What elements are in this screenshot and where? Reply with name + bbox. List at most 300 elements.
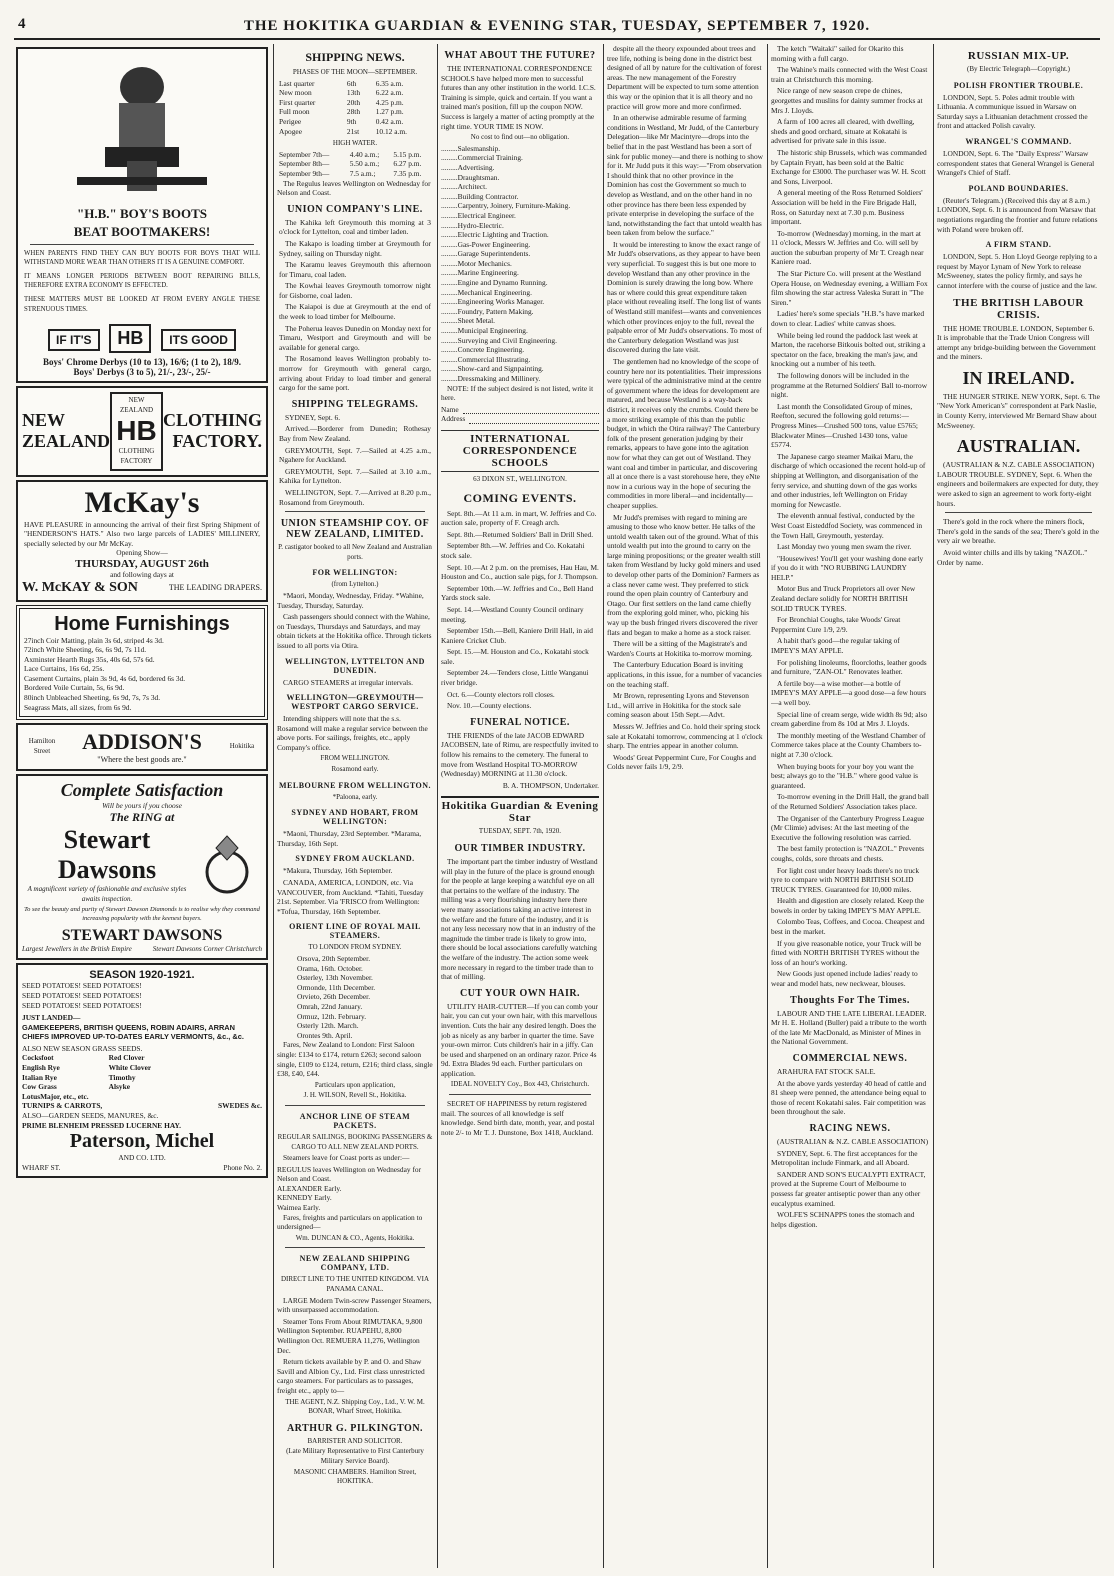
wgw-body: Intending shippers will note that the s.s. Rosamond will make a regular service between the above ports. For sailings, freights, etc., apply Company's office. bbox=[277, 714, 428, 752]
union-body bbox=[279, 218, 431, 393]
nzs-heading: NEW ZEALAND SHIPPING COMPANY, LTD. bbox=[299, 1254, 411, 1273]
moon-row: Perigee 9th 0.42 a.m. bbox=[279, 116, 404, 126]
addison-tagline: "Where the best goods are." bbox=[97, 755, 187, 765]
season-lines bbox=[22, 981, 262, 1010]
news-item: The eleventh annual festival, conducted by the West Coast Eisteddfod Society, was commenced in the Town Hall, Greymouth, yesterday. bbox=[771, 511, 923, 540]
coming-event: Sept. 15.—M. Houston and Co., Kokatahi stock sale. bbox=[441, 647, 589, 666]
news-item: To-morrow evening in the Drill Hall, the grand ball of the Returned Soldiers' Association takes place. bbox=[771, 792, 929, 811]
boots-ad bbox=[16, 47, 268, 383]
article-paragraph: Woods' Great Peppermint Cure, For Coughs and Colds never fails 1/9, 2/9. bbox=[607, 752, 756, 772]
news-item: Nice range of new season crepe de chines, georgettes and muslins for dainty summer frocks at Mrs J. Lloyds. bbox=[771, 86, 923, 115]
column-7 bbox=[937, 44, 1100, 1568]
season-title: SEASON 1920-1921. bbox=[89, 969, 195, 982]
article-paragraph: The Canterbury Education Board is inviting applications, in this issue, for a number of vacancies on the teaching staff. bbox=[607, 660, 762, 689]
regulus-note: The Regulus leaves Wellington on Wednesday for Nelson and Coast. bbox=[277, 178, 431, 198]
turnips: TURNIPS & CARROTS, bbox=[22, 1101, 103, 1111]
addison-ad bbox=[16, 723, 268, 771]
anchor-ships bbox=[277, 1165, 433, 1213]
news-item: Colombo Teas, Coffees, and Cocoa. Cheapest and best in the market. bbox=[771, 917, 925, 937]
coming-event: September 24.—Tenders close, Little Wanganui river bridge. bbox=[441, 668, 589, 688]
shipping-news-heading: SHIPPING NEWS. bbox=[305, 50, 405, 64]
canada-body: CANADA, AMERICA, LONDON, etc. Via VANCOUVER, from Auckland. *Tahiti, Tuesday 21st. September. Via 'FRISCO from Wellington: *Tofua, Thursday, 16th September. bbox=[277, 878, 424, 916]
orient-sailing: Orvieto, 26th December. bbox=[297, 992, 371, 1002]
anchor-agent: Wm. DUNCAN & CO., Agents, Hokitika. bbox=[295, 1233, 415, 1242]
news-item: While being led round the paddock last week at Marton, the racehorse Bitkouis bolted out, striking a spectator on the face, breaking the man's jaw, and knocking out a number of his teeth. bbox=[771, 330, 926, 369]
orient-sailing: Ormuz, 12th. February. bbox=[297, 1011, 367, 1021]
ics-course: .........Electrical Engineer. bbox=[441, 210, 516, 220]
nzs-ships: Steamer Tons From About RIMUTAKA, 9,800 Wellington September. RUAPEHU, 8,800 Wellington Oct. REMUERA 11,276, Wellington Dec. bbox=[277, 1316, 423, 1355]
commercial-body: At the above yards yesterday 40 head of cattle and 81 sheep were penned, the attendance being equal to those of recent Kokatahi sales. Fair competition was been throughout the sale. bbox=[771, 1078, 927, 1117]
news-item: To-morrow (Wednesday) morning, in the mart at 11 o'clock, Messrs W. Jeffries and Co. will sell by auction the suburban property of Mr T. Creagh near Kaniere road. bbox=[771, 228, 924, 267]
home-item: Lace Curtains, 16s 6d, 25s. bbox=[24, 664, 105, 674]
ics-course: .........Draughtsman. bbox=[441, 172, 500, 182]
ics-course: .........Salesmanship. bbox=[441, 143, 501, 153]
mckay-open: Opening Show— bbox=[116, 548, 168, 558]
from-lyttelton: (from Lyttelton.) bbox=[331, 580, 379, 589]
shipping-telegrams-heading: SHIPPING TELEGRAMS. bbox=[291, 398, 419, 410]
commercial-sub: ARAHURA FAT STOCK SALE. bbox=[777, 1067, 876, 1076]
ics-course: .........Electric Lighting and Traction. bbox=[441, 230, 549, 240]
mckay-ad bbox=[16, 480, 268, 602]
uss-sub: P. castigator booked to all New Zealand and Australian ports. bbox=[278, 543, 432, 561]
gold-verse: There's gold in the rock where the miners flock, There's gold in the sands of the sea; There's gold in the very air we breathe. bbox=[937, 517, 1100, 546]
orient-sailing: Orama, 16th. October. bbox=[297, 963, 363, 973]
pilkington-sub: BARRISTER AND SOLICITOR. bbox=[307, 1436, 403, 1445]
season-line: SEED POTATOES! SEED POTATOES! bbox=[22, 991, 142, 1000]
ics-course: .........Concrete Engineering. bbox=[441, 345, 525, 355]
telegram-paragraph: GREYMOUTH, Sept. 7.—Sailed at 3.10 a.m., Kahika for Lyttelton. bbox=[279, 466, 431, 486]
ics-course: .........Municipal Engineering. bbox=[441, 326, 528, 336]
ireland-heading: IN IRELAND. bbox=[962, 367, 1075, 388]
addison-name: ADDISON'S bbox=[82, 729, 202, 755]
nz-factory: FACTORY. bbox=[172, 431, 262, 452]
pilkington-heading: ARTHUR G. PILKINGTON. bbox=[286, 1422, 424, 1434]
column-4 bbox=[607, 44, 763, 1568]
future-heading: WHAT ABOUT THE FUTURE? bbox=[444, 50, 596, 61]
polish-body: LONDON, Sept. 5. Poles admit trouble with Lithuania. A communique issued in Warsaw on Saturday says a Lithuanian detachment crossed the front and attacked Polish cavalry. bbox=[937, 92, 1088, 131]
orient-sailing: Osterly 12th. March. bbox=[297, 1021, 359, 1031]
news-item: The historic ship Brussels, which was commanded by Captain Fryatt, has been sold at the Baltic Exchange for £3000. The purchaser was W. H. Scott and Sons, Liverpool. bbox=[771, 147, 927, 186]
boots-body-2: IT MEANS LONGER PERIODS BETWEEN BOOT REPAIRING BILLS, THEREFORE EXTRA ECONOMY IS EFFECTED. bbox=[24, 272, 260, 290]
orient-sailing: Ormonde, 11th December. bbox=[297, 982, 376, 992]
ics-course: .........Commercial Illustrating. bbox=[441, 354, 531, 364]
seed-item: English Rye bbox=[22, 1062, 60, 1072]
news-item: Special line of cream serge, wide width 8s 9d; also cream gaberdine from 8s 10d at Mrs J. Lloyds. bbox=[771, 709, 928, 729]
boots-subtitle: BEAT BOOTMAKERS! bbox=[73, 223, 211, 239]
ics-course: .........Sheet Metal. bbox=[441, 316, 495, 326]
if-its-label: IF IT'S bbox=[48, 329, 100, 351]
name-field[interactable] bbox=[463, 405, 599, 415]
ics-course: .........Mechanical Engineering. bbox=[441, 287, 532, 297]
lucerne-hay: PRIME BLENHEIM PRESSED LUCERNE HAY. bbox=[22, 1120, 181, 1130]
ics-note: NOTE: If the subject desired is not listed, write it here. bbox=[441, 383, 594, 403]
column-2-shipping bbox=[277, 44, 433, 1568]
home-item: 72inch White Sheeting, 6s, 6s 9d, 7s 11d. bbox=[24, 645, 147, 655]
moon-phases-table bbox=[277, 79, 433, 137]
russian-sub: (By Electric Telegraph—Copyright.) bbox=[967, 65, 1070, 73]
ics-course: .........Dressmaking and Millinery. bbox=[441, 374, 541, 383]
anchor-ship: Waimea Early. bbox=[277, 1203, 321, 1213]
masthead-title: THE HOKITIKA GUARDIAN & EVENING STAR, TUESDAY, SEPTEMBER 7, 1920. bbox=[243, 17, 871, 34]
phone-number: Phone No. 2. bbox=[223, 1162, 262, 1172]
wld-heading: WELLINGTON, LYTTELTON AND DUNEDIN. bbox=[285, 656, 425, 675]
column-4-body bbox=[607, 44, 763, 772]
article-paragraph: The gentlemen had no knowledge of the scope of country here nor its potentialities. Their impressions were typical of the administrative mind at the centre of government where the ideas for development are matured, and because Westland is a way-back district, it receives only the crumbs. Could there be a more striking example of this than the public budget, in which the Otira railway? The Canterbury folk of the present generation judging by their remarks, appears to have gone into the agitation now for what they can get out of Westland. They want coal and timber in particular, and discovering all at once there is a vast storehouse here, they eNte now in a curious way in the hope of securing the commodities in more liberal—and incidentally—cheaper supplies. bbox=[607, 357, 762, 510]
wolfe-ad: WOLFE'S SCHNAPPS tones the stomach and helps digestion. bbox=[771, 1210, 915, 1229]
seed-item: Cocksfoot bbox=[22, 1053, 54, 1063]
sydney-auckland-heading: SYDNEY FROM AUCKLAND. bbox=[295, 854, 415, 864]
paloona: *Paloona, early. bbox=[332, 792, 378, 801]
mckay-body: HAVE PLEASURE in announcing the arrival of their first Spring Shipment of "HENDERSON'S HATS." Also two large parcels of LADIES' MILLINERY, specially selected by our Mr McKay. bbox=[24, 519, 260, 548]
wld-body: CARGO STEAMERS at irregular intervals. bbox=[283, 677, 413, 687]
wrangel-heading: WRANGEL'S COMMAND. bbox=[965, 136, 1072, 146]
orient-heading: ORIENT LINE OF ROYAL MAIL STEAMERS. bbox=[289, 922, 421, 941]
article-paragraph: In an otherwise admirable resume of farming conditions in Westland, Mr Judd, of the Canterbury Delegation—like Mr Macintyre—drops into the belief that in the past Westland has been a sort of sink for public money—and there is nothing to show for it. Mr Judd puts it this way:—"From observation I should think that no other province in the Dominion has cost the Government so much to develop as Westland, and on the other hand in no other province has there been less expended by private enterprise in developing the surface of the land, notwithstanding the fact that untold wealth has been taken from below the surface." bbox=[607, 113, 763, 238]
wrangel-body: LONDON, Sept. 6. The "Daily Express" Warsaw correspondent states that General Wrangel is General Wrangel's Chief of Staff. bbox=[937, 148, 1095, 178]
season-line: SEED POTATOES! SEED POTATOES! bbox=[22, 1000, 142, 1010]
news-item: New Goods just opened include ladies' ready to wear and model hats, new neckwear, blouses. bbox=[771, 969, 918, 989]
mckay-drapers: THE LEADING DRAPERS. bbox=[168, 582, 262, 592]
nzs-agent: THE AGENT, N.Z. Shipping Coy., Ltd., V. W. M. BONAR, Wharf Street, Hokitika. bbox=[285, 1397, 425, 1416]
article-paragraph: Mr Brown, representing Lyons and Stevenson Ltd., will arrive in Hokitika for the stock sale coming season about 15th Sept.—Advt. bbox=[607, 691, 749, 720]
largest-jewellers: Largest Jewellers in the British Empire bbox=[22, 944, 132, 953]
column-3 bbox=[441, 44, 599, 1568]
article-paragraph: despite all the theory expounded about trees and tree life, nothing is being done in the district best designed of all by nature for the cultivation of forest areas. The new management of the Forestry Department will be expected to turn some attention this way or the opinion that it is all theory and no practice will grow more and more confirmed. bbox=[607, 44, 762, 111]
anchor-heading: ANCHOR LINE OF STEAM PACKETS. bbox=[299, 1111, 411, 1130]
seed-item: Italian Rye bbox=[22, 1072, 57, 1082]
hb-logo: HB bbox=[109, 324, 151, 353]
ics-course: .........Architect. bbox=[441, 182, 487, 192]
high-water-heading: HIGH WATER. bbox=[332, 139, 378, 148]
sydney-hobart-body: *Maoni, Thursday, 23rd September. *Marama, Thursday, 16th Sept. bbox=[277, 829, 422, 848]
coming-event: Sept. 10.—At 2 p.m. on the premises, Hau Hau, M. Houston and Co., auction sale pigs, for J. Thompson. bbox=[441, 562, 599, 582]
nz-clothing: CLOTHING bbox=[162, 410, 262, 431]
news-item: When buying boots for your boy you want the best; always go to the "H.B." where good value is guaranteed. bbox=[771, 761, 919, 790]
coming-event: Nov. 10.—County elections. bbox=[447, 701, 532, 711]
addison-street: Hamilton Street bbox=[28, 737, 56, 756]
ics-course: .........Building Contractor. bbox=[441, 191, 519, 201]
stewart-corner: Stewart Dawsons Corner Christchurch bbox=[152, 944, 262, 953]
rosamond: Rosamond early. bbox=[331, 765, 379, 774]
news-item: The Japanese cargo steamer Maikai Maru, the discharge of which occasioned the recent hold-up of shipping at Wellington, and disorganisation of the ferry service, and shutting down of the gas works and other industries, left Wellington on Friday morning for Newcastle. bbox=[771, 451, 926, 509]
paterson-co: AND CO. LTD. bbox=[118, 1153, 166, 1163]
page-number: 4 bbox=[18, 16, 26, 32]
ireland-body: THE HUNGER STRIKE. NEW YORK, Sept. 6. The "New York American's" correspondent at Park Naslie, in County Kerry, interviewed Mr Bernard Shaw about McSweeney. bbox=[937, 391, 1100, 430]
swedes: SWEDES &c. bbox=[218, 1101, 262, 1111]
coming-event: September 8th.—W. Jeffries and Co. Kokatahi stock sale. bbox=[441, 541, 585, 560]
sydney-hobart-heading: SYDNEY AND HOBART, FROM WELLINGTON: bbox=[291, 808, 419, 827]
nz-banner: NEW ZEALAND bbox=[119, 396, 154, 414]
season-line: SEED POTATOES! SEED POTATOES! bbox=[22, 981, 142, 991]
home-item: 80inch Unbleached Sheeting, 6s 9d, 7s, 7s 3d. bbox=[24, 693, 161, 703]
ics-course: .........Show-card and Signpainting. bbox=[441, 364, 544, 374]
seed-item: White Clover bbox=[108, 1062, 152, 1072]
coming-event: Sept. 8th.—At 11 a.m. in mart, W. Jeffries and Co. auction sale, property of F. Creagh arch. bbox=[441, 508, 597, 528]
ics-course: .........Garage Superintendents. bbox=[441, 249, 531, 259]
orient-fares: Fares, New Zealand to London: First Saloon single: £134 to £174, return £263; second saloon single, £109 to £124, return, £216; third class, single £38, £40, £44. bbox=[277, 1040, 433, 1079]
news-item: The Wahine's mails connected with the West Coast train at Christchurch this morning. bbox=[771, 65, 928, 84]
funeral-heading: FUNERAL NOTICE. bbox=[470, 716, 570, 728]
thoughts-heading: Thoughts For The Times. bbox=[790, 994, 910, 1006]
tide-row: September 7th— 4.40 a.m.; 5.15 p.m. bbox=[279, 149, 422, 159]
nz-tag: CLOTHING FACTORY bbox=[118, 447, 155, 465]
news-item: "Housewives! You'll get your washing done early if you do it with "NO RUBBING LAUNDRY HELP." bbox=[771, 553, 924, 582]
orient-sailing: Omrah, 22nd January. bbox=[297, 1001, 363, 1011]
nzs-sub: DIRECT LINE TO THE UNITED KINGDOM. VIA PANAMA CANAL. bbox=[280, 1275, 430, 1294]
wgw-heading: WELLINGTON—GREYMOUTH—WESTPORT CARGO SERVICE. bbox=[286, 693, 424, 712]
comp-sub: Will be yours if you choose bbox=[102, 800, 182, 810]
for-wellington: FOR WELLINGTON: bbox=[312, 568, 398, 578]
anchor-fares: Fares, freights and particulars on application to undersigned— bbox=[277, 1212, 423, 1232]
funeral-body: THE FRIENDS of the late JACOB EDWARD JACOBSEN, late of Rimu, are respectfully invited to follow his remains to the cemetery. The funeral to move from Westland Hospital TO-MORROW (Wednesday) MORNING at 11.30 o'clock. bbox=[441, 730, 599, 779]
stewart-dawson-ad bbox=[16, 774, 268, 961]
anchor-ship: KENNEDY Early. bbox=[277, 1193, 332, 1203]
orient-sailing: Orsova, 20th September. bbox=[297, 954, 371, 963]
nzs-notes: Return tickets available by P. and O. and Shaw Savill and Albion Cy., Ltd. First class unrestricted cargo steamers. For particulars as to passages, freight etc., apply to— bbox=[277, 1357, 425, 1395]
orient-sailing: Osterley, 13th November. bbox=[297, 973, 373, 983]
address-field[interactable] bbox=[469, 414, 599, 424]
potato-varieties: GAMEKEEPERS, BRITISH QUEENS, ROBIN ADAIRS, ARRAN CHIEFS IMPROVED UP-TO-DATES EARLY VERMONTS, &c., &c. bbox=[22, 1022, 244, 1041]
telegram-paragraph: WELLINGTON, Sept. 7.—Arrived at 8.20 p.m., Rosamond from Greymouth. bbox=[279, 487, 431, 507]
coming-events-body bbox=[441, 509, 599, 711]
column-5-body bbox=[771, 44, 929, 1229]
coming-events-heading: COMING EVENTS. bbox=[463, 490, 577, 505]
news-item: For polishing linoleums, floorcloths, leather goods and furniture, "ZAN-OL" Renovates leather. bbox=[771, 657, 927, 677]
news-item: For Bronchial Coughs, take Woods' Great Peppermint Cure 1/9, 2/9. bbox=[771, 615, 901, 634]
ics-course: .........Motor Mechanics. bbox=[441, 258, 512, 268]
coming-event: September 10th.—W. Jeffries and Co., Bell Hand Yards stock sale. bbox=[441, 583, 594, 603]
boots-prices-2: Boys' Derbys (3 to 5), 21/-, 23/-, 25/- bbox=[73, 367, 211, 378]
tide-row: September 9th— 7.5 a.m.; 7.35 p.m. bbox=[279, 168, 422, 178]
home-furnishings-ad bbox=[16, 605, 268, 721]
wharf-street: WHARF ST. bbox=[22, 1162, 61, 1172]
poland-body: (Reuter's Telegram.) (Received this day at 8 a.m.) LONDON, Sept. 6. It is announced from Warsaw that negotiations regarding the frontier and future relations with Poland were broken off. bbox=[937, 195, 1098, 234]
telegram-paragraph: SYDNEY, Sept. 6. bbox=[285, 412, 341, 422]
tide-row: September 8th— 5.50 a.m.; 6.27 p.m. bbox=[279, 159, 422, 169]
nz-clothing-ad bbox=[16, 386, 268, 476]
news-item: If you give reasonable notice, your Truck will be fitted with NORTH BRITISH TYRES without the loss of an hour's working. bbox=[771, 938, 922, 967]
orient-agent: J. H. WILSON, Revell St., Hokitika. bbox=[303, 1091, 407, 1100]
ics-nocost: No cost to find out—no obligation. bbox=[470, 133, 570, 142]
column-1 bbox=[14, 44, 270, 1568]
news-item: The best family protection is "NAZOL." Prevents coughs, colds, sore throats and chests. bbox=[771, 844, 925, 863]
sydney-auckland-body: *Makura, Thursday, 16th September. bbox=[283, 866, 393, 876]
mckay-signature: W. McKAY & SON bbox=[22, 579, 138, 595]
ics-body: THE INTERNATIONAL CORRESPONDENCE SCHOOLS have helped more men to successful futures than any other institution in the world. I.C.S. Training is simple, quick and certain. If you want a trained man's position, fill up the coupon NOW. Success is largely a matter of acting promptly at the right time. YOUR TIME IS NOW. bbox=[441, 64, 596, 131]
boots-prices-1: Boys' Chrome Derbys (10 to 13), 16/6; (1 to 2), 18/9. bbox=[42, 357, 242, 368]
seed-item: LotusMajor, etc., etc. bbox=[22, 1091, 89, 1101]
mckay-following: and following days at bbox=[110, 569, 174, 579]
moon-row: First quarter 20th 4.25 p.m. bbox=[279, 97, 404, 107]
grass-seeds: ALSO NEW SEASON GRASS SEEDS. bbox=[22, 1043, 143, 1053]
ics-course: .........Gas-Power Engineering. bbox=[441, 239, 531, 249]
article-paragraph: It would be interesting to know the exact range of Mr Judd's observations, as they appear to have been very superficial. To suggest this is but one more to develop Westland than any other province in the Dominion is surely drawing the long bow. Where has or where could this great expenditure taken place without revealing itself. The long list of wants of Westland still manifest—wants and conveniences which other provinces enjoy to the full, reveal the palpable error of Mr Judd's observations. To most of the Canterbury delegation Westland was just discovered during the late visit. bbox=[607, 239, 762, 355]
coming-event: September 15th.—Bell, Kaniere Drill Hall, in aid Kaniere Cricket Club. bbox=[441, 626, 593, 645]
nz-new: NEW bbox=[22, 410, 66, 431]
news-item: The monthly meeting of the Westland Chamber of Commerce takes place at the County Chambers to-night at 7.30 o'clock. bbox=[771, 730, 926, 759]
moon-row: New moon 13th 6.22 a.m. bbox=[279, 88, 404, 98]
telegrams-body bbox=[279, 413, 431, 507]
boots-body-1: WHEN PARENTS FIND THEY CAN BUY BOOTS FOR BOYS THAT WILL WITHSTAND MORE WEAR THAN OTHERS IT IS A GENUINE COMFORT. bbox=[24, 249, 260, 267]
ics-course: .........Commercial Training. bbox=[441, 153, 523, 163]
news-item: A fertile boy—a wise mother—a bottle of IMPEY'S MAY APPLE—a good dose—a few hours—a well boy. bbox=[771, 678, 927, 707]
union-paragraph: The Kakapo is loading timber at Greymouth for Sydney, sailing on Thursday night. bbox=[279, 238, 431, 258]
ics-course: .........Advertising. bbox=[441, 162, 495, 172]
ics-course: .........Engine and Dynamo Running. bbox=[441, 278, 548, 288]
mckay-date: THURSDAY, AUGUST 26th bbox=[75, 557, 209, 570]
news-item: For light cost under heavy loads there's no truck tyre to compare with NORTH BRITISH SOLID TRUCK TYRES. Guaranteed for 10,000 miles. bbox=[771, 865, 920, 894]
ics-course-list bbox=[441, 144, 599, 384]
comp-ring: The RING at bbox=[109, 810, 175, 825]
russian-heading: RUSSIAN MIX-UP. bbox=[967, 50, 1070, 62]
union-paragraph: The Kaiapoi is due at Greymouth at the end of the week to load timber for Melbourne. bbox=[279, 302, 431, 322]
news-item: Health and digestion are closely related. Keep the bowels in order by taking IMPEY'S MAY APPLE. bbox=[771, 896, 924, 915]
nzs-body: LARGE Modern Twin-screw Passenger Steamers, with unsurpassed accommodation. bbox=[277, 1295, 432, 1315]
union-line-heading: UNION COMPANY'S LINE. bbox=[287, 203, 423, 215]
boots-title: "H.B." BOY'S BOOTS bbox=[76, 205, 208, 221]
news-item: A general meeting of the Ross Returned Soldiers' Association will be held in the Fire Brigade Hall, Ross, on Saturday next at 7.30 p.m. Business important. bbox=[771, 188, 923, 227]
garden-seeds: ALSO—GARDEN SEEDS, MANURES, &c. bbox=[22, 1110, 159, 1120]
anchor-sub: REGULAR SAILINGS, BOOKING PASSENGERS & CARGO TO ALL NEW ZEALAND PORTS. bbox=[277, 1132, 433, 1151]
funeral-signature: B. A. THOMPSON, Undertaker. bbox=[502, 780, 599, 790]
comp-note: To see the beauty and purity of Stewart Dawson Diamonds is to realise why they command increasing popularity with the keenest buyers. bbox=[24, 905, 260, 923]
ics-course: .........Marine Engineering. bbox=[441, 268, 519, 278]
column-5 bbox=[771, 44, 929, 1568]
anchor-body: Steamers leave for Coast ports as under:— bbox=[283, 1153, 410, 1163]
seeds-right bbox=[109, 1053, 152, 1101]
seed-item: Alsyke bbox=[108, 1082, 130, 1092]
orient-list bbox=[277, 954, 433, 1040]
boots-body-3: THESE MATTERS MUST BE LOOKED AT FROM EVERY ANGLE THESE STRENUOUS TIMES. bbox=[24, 295, 260, 313]
melbourne-heading: MELBOURNE FROM WELLINGTON. bbox=[278, 780, 432, 790]
moon-row: Full moon 28th 1.27 p.m. bbox=[279, 107, 404, 117]
firm-heading: A FIRM STAND. bbox=[985, 240, 1052, 250]
mckay-title: McKay's bbox=[84, 485, 200, 519]
uss-body: *Maori, Monday, Wednesday, Friday. *Wahine, Tuesday, Thursday, Saturday. bbox=[277, 590, 424, 610]
telegram-paragraph: GREYMOUTH, Sept. 7.—Sailed at 4.25 a.m., Ngahere for Auckland. bbox=[279, 445, 431, 465]
news-item: Motor Bus and Truck Proprietors all over New Zealand declare solidly for NORTH BRITISH SOLID TRUCK TYRES. bbox=[771, 584, 916, 613]
seed-potatoes-ad bbox=[16, 963, 268, 1178]
home-item: Axminster Hearth Rugs 35s, 40s 6d, 57s 6d. bbox=[24, 654, 155, 664]
news-item: Last Monday two young men swam the river. bbox=[777, 542, 912, 552]
just-landed: JUST LANDED— bbox=[22, 1013, 81, 1023]
union-paragraph: The Karamu leaves Greymouth this afternoon for Timaru, coal laden. bbox=[279, 260, 431, 279]
racing-sub: (AUSTRALIAN & N.Z. CABLE ASSOCIATION) bbox=[777, 1136, 929, 1146]
ics-course: .........Foundry, Pattern Making. bbox=[441, 306, 534, 316]
ics-logo: INTERNATIONAL CORRESPONDENCE SCHOOLS bbox=[441, 430, 599, 472]
news-item: The following donors will be included in the programme at the Returned Soldiers' Ball to-morrow night. bbox=[771, 371, 928, 400]
news-item: The Organiser of the Canterbury Progress League (Mr Climie) advises: At the last meeting of the Executive the following resolution was carried. bbox=[771, 813, 925, 842]
masthead bbox=[14, 14, 1100, 40]
ics-course: .........Carpentry, Joinery, Furniture-Making. bbox=[441, 201, 571, 211]
news-item: Last month the Consolidated Group of mines, Reefton, secured the following gold returns:—Progress Mines—Crushed 500 tons, value £5765; Blackwater Mines—Crushed 1430 tons, value £5774. bbox=[771, 401, 918, 450]
nz-hb-logo: HB bbox=[116, 415, 157, 447]
moon-row: Last quarter 6th 6.35 a.m. bbox=[279, 78, 404, 88]
address-label: Address bbox=[441, 414, 466, 424]
addison-town: Hokitika bbox=[229, 742, 255, 751]
news-item: A habit that's good—the regular taking of IMPEY'S MAY APPLE. bbox=[771, 636, 900, 656]
racing-heading: RACING NEWS. bbox=[809, 1122, 891, 1134]
news-item: The ketch "Waitaki" sailed for Okarito this morning with a full cargo. bbox=[771, 44, 904, 63]
pilkington-address: MASONIC CHAMBERS. Hamilton Street, HOKITIKA. bbox=[293, 1467, 417, 1486]
uss-heading: UNION STEAMSHIP COY. OF NEW ZEALAND, LIMITED. bbox=[280, 518, 430, 541]
coming-event: Oct. 6.—County electors roll closes. bbox=[447, 689, 555, 699]
cut-hair-body: UTILITY HAIR-CUTTER—If you can comb your hair, you can cut your own hair, with this marvellous invention. Cuts the hair any desired length. Does the job as nicely as any barber in quarter the time. Save your-own mirror. Cuts children's hair in a jiffy. Can be used and sharpened on an ordinary razor. Price 4s 9d. Extra Blades 9d each. Further particulars on application. bbox=[441, 1001, 598, 1078]
orient-sub: TO LONDON FROM SYDNEY. bbox=[308, 943, 402, 952]
timber-heading: OUR TIMBER INDUSTRY. bbox=[454, 843, 586, 854]
orient-apply: Particulars upon application, bbox=[314, 1080, 396, 1089]
thoughts-body: LABOUR AND THE LATE LIBERAL LEADER. Mr H. E. Holland (Buller) paid a tribute to the worth of the late Mr MacDonald, as Minister of Mines in the National Government. bbox=[771, 1008, 927, 1047]
paper-title: Hokitika Guardian & Evening Star bbox=[441, 796, 599, 824]
home-item: Casement Curtains, plain 3s 9d, 4s 6d, bordered 6s 3d. bbox=[24, 673, 186, 683]
orient-sailing: Orontes 9th. April. bbox=[297, 1030, 353, 1040]
pilkington-body: (Late Military Representative to First Canterbury Military Service Board). bbox=[286, 1447, 424, 1465]
news-item: The Star Picture Co. will present at the Westland Opera House, on Wednesday evening, a William Fox film showing the star actress Valeska Suratt in "The Siren." bbox=[771, 269, 928, 307]
from-wellington: FROM WELLINGTON. bbox=[320, 754, 390, 763]
australian-heading: AUSTRALIAN. bbox=[956, 436, 1081, 457]
timber-body: The important part the timber industry of Westland will play in the future of the place is ground enough for the people at large keeping a watchful eye on all that pertains to the welfare of the industry. The milling was a very flourishing industry here there were many associations taking an active interest in the welfare and the future of the industry, and it is not any less necessary now that in an industry of the magnitude the timber trade is likely to grow into, there should be local associations carefully watching the welfare of the industry. The action some week more necessary in regard to the timber trade than to that of milling. bbox=[441, 857, 598, 982]
diamond-ring-icon bbox=[192, 830, 262, 900]
cut-hair-signature: IDEAL NOVELTY Coy., Box 443, Christchurch. bbox=[450, 1080, 590, 1089]
seed-item: Timothy bbox=[108, 1072, 136, 1082]
poland-heading: POLAND BOUNDARIES. bbox=[968, 183, 1069, 193]
home-furnishings-title: Home Furnishings bbox=[54, 612, 230, 635]
news-item: A farm of 100 acres all cleared, with dwelling, sheds and good orchard, situate at Kokatahi is advertised for private sale in this issue. bbox=[771, 117, 915, 146]
sander-ad: SANDER AND SON'S EUCALYPTI EXTRACT, proved at the Supreme Court of Melbourne to possess far greater antiseptic power than any other eucalyptus examined. bbox=[771, 1169, 926, 1208]
anchor-ship: ALEXANDER Early. bbox=[277, 1183, 342, 1193]
article-paragraph: Messrs W. Jeffries and Co. hold their spring stock sale at Kokatahi tomorrow, commencing at 1 o'clock sharp. The entries appear in another column. bbox=[607, 721, 763, 751]
article-paragraph: There will be a sitting of the Magistrate's and Warden's Courts at Hokitika to-morrow morning. bbox=[607, 639, 753, 658]
stewart-word: Stewart bbox=[63, 825, 151, 855]
moon-row: Apogee 21st 10.12 a.m. bbox=[279, 126, 407, 136]
union-paragraph: The Kowhai leaves Greymouth tomorrow night for Gisborne, coal laden. bbox=[279, 281, 431, 300]
ics-course: .........Engineering Works Manager. bbox=[441, 297, 545, 307]
its-good-label: ITS GOOD bbox=[161, 329, 236, 351]
polish-heading: POLISH FRONTIER TROUBLE. bbox=[953, 80, 1084, 90]
ics-course: .........Hydro-Electric. bbox=[441, 220, 504, 230]
paterson-michel: Paterson, Michel bbox=[69, 1130, 215, 1153]
home-furnishings-list bbox=[24, 636, 260, 713]
home-item: Seagrass Mats, all sizes, from 6s 9d. bbox=[24, 702, 132, 712]
coming-event: Sept. 8th.—Returned Soldiers' Ball in Drill Shed. bbox=[447, 529, 594, 539]
home-item: 27inch Coir Matting, plain 3s 6d, striped 4s 3d. bbox=[24, 635, 164, 645]
labour-heading: THE BRITISH LABOUR CRISIS. bbox=[953, 296, 1084, 321]
union-paragraph: The Kahika left Greymouth this morning at 3 o'clock for Lyttelton, coal and timber laden. bbox=[279, 217, 431, 237]
racing-body: SYDNEY, Sept. 6. The first acceptances for the Metropolitan include Finmark, and all Aboard. bbox=[771, 1148, 918, 1168]
union-paragraph: The Poherua leaves Dunedin on Monday next for Timaru, Westport and Greymouth and will be available for general cargo. bbox=[279, 323, 431, 352]
nazol-ad: Avoid winter chills and ills by taking "NAZOL." Order by name. bbox=[937, 548, 1088, 567]
union-paragraph: The Rosamond leaves Wellington probably to-morrow for Greymouth with general cargo, arriving about Friday to load timber and general cargo for the same port. bbox=[279, 354, 431, 393]
article-paragraph: Mr Judd's premises with regard to mining are amusing to those who know better. He talks of the untold wealth taken out of the ground. What of this untold wealth put into the ground to carry on the large mining propositions; or the greater wealth still taken from Westland by lucky gold miners and used to develop other parts of the Dominion? Farmers as a class never came west. They preferred to stick round the open plain country of Canterbury and Otago. Our first settlers on the land came chiefly from the exploring gold miner, who, picking his way up the bush fringed rivers discovered the river flats and began to make a home as a stock raiser. bbox=[607, 512, 761, 637]
seed-item: Cow Grass bbox=[22, 1082, 57, 1092]
name-label: Name bbox=[441, 404, 459, 414]
tide-table bbox=[277, 150, 433, 179]
nz-zealand: ZEALAND bbox=[22, 431, 111, 452]
commercial-heading: COMMERCIAL NEWS. bbox=[792, 1053, 908, 1064]
seeds-left bbox=[22, 1053, 89, 1101]
secret-body: SECRET OF HAPPINESS by return registered mail. The sources of all knowledge is self knowledge. Send birth date, month, year, and postal note 2/- to Mr T. J. Dunstone, Box 1418, Auckland. bbox=[441, 1099, 595, 1137]
comp-desc: A magnificent variety of fashionable and exclusive styles awaits inspection. bbox=[27, 885, 187, 904]
news-item: Ladies' here's some specials "H.B."s have marked down to clear. Ladies' white canvas shoes. bbox=[771, 309, 925, 329]
telegram-paragraph: Arrived.—Borderer from Dunedin; Rothesay Bay from New Zealand. bbox=[279, 424, 431, 443]
paper-date: TUESDAY, SEPT. 7th, 1920. bbox=[478, 827, 562, 836]
ics-course: .........Surveying and Civil Engineering. bbox=[441, 335, 557, 345]
firm-body: LONDON, Sept. 5. Hon Lloyd George replying to a request by Mayor Lynam of New York to release McSweeney, states the policy firmly, and says he cannot interfere with the course of justice and the law. bbox=[937, 252, 1098, 290]
boy-bootmaker-illustration bbox=[67, 57, 217, 197]
moon-phases-heading: PHASES OF THE MOON—SEPTEMBER. bbox=[292, 68, 418, 76]
home-item: Bordered Voile Curtain, 5s, 6s 9d. bbox=[24, 683, 125, 693]
ics-address: 63 DIXON ST., WELLINGTON. bbox=[473, 474, 567, 483]
